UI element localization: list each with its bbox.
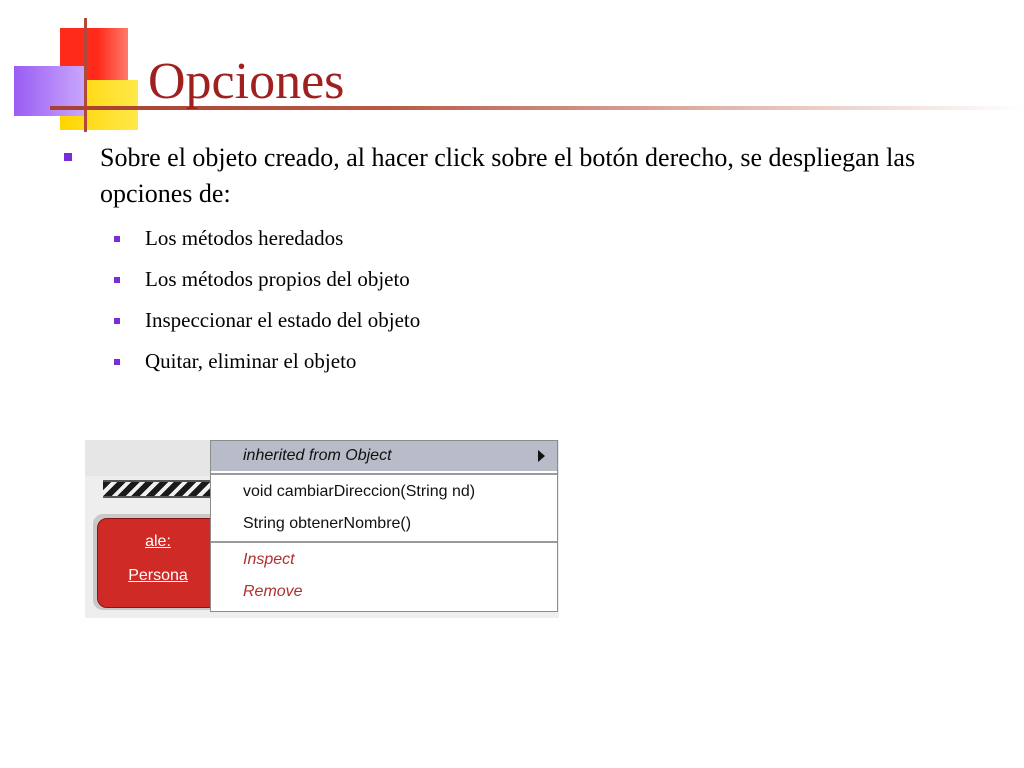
slide-title: Opciones [148,53,345,110]
bullet-square-icon [114,318,120,324]
bullet-square-icon [64,153,72,161]
menu-separator [211,541,557,543]
bullet-square-icon [114,277,120,283]
menu-item-inherited[interactable] [211,441,557,471]
logo-vertical-line [84,18,87,132]
sub-bullet-text: Inspeccionar el estado del objeto [145,308,421,332]
menu-item-method[interactable]: String obtenerNombre() [243,515,412,532]
sub-bullet-text: Los métodos propios del objeto [145,267,410,291]
context-menu [210,440,558,612]
submenu-arrow-icon [538,450,545,462]
menu-item-inspect[interactable]: Inspect [243,551,295,568]
sub-bullet [62,259,962,300]
object-class: Persona [128,567,188,584]
menu-item-label: inherited from Object [243,447,392,464]
sub-bullet [62,341,962,382]
object-name: ale: [145,533,171,550]
sub-bullet [62,218,962,259]
bluej-screenshot [85,440,559,618]
sub-bullet-text: Quitar, eliminar el objeto [145,349,357,373]
sub-bullet [62,300,962,341]
menu-item-remove[interactable]: Remove [243,583,303,600]
bullet-square-icon [114,236,120,242]
bullet-square-icon [114,359,120,365]
sub-bullet-text: Los métodos heredados [145,226,344,250]
menu-item-method[interactable]: void cambiarDireccion(String nd) [243,483,476,500]
menu-separator [211,473,557,475]
bullet-list [62,140,962,382]
main-bullet [62,140,962,212]
sub-bullet-list [62,218,962,382]
main-bullet-text: Sobre el objeto creado, al hacer click sobre el botón derecho, se despliegan las opciones de: [100,143,916,208]
